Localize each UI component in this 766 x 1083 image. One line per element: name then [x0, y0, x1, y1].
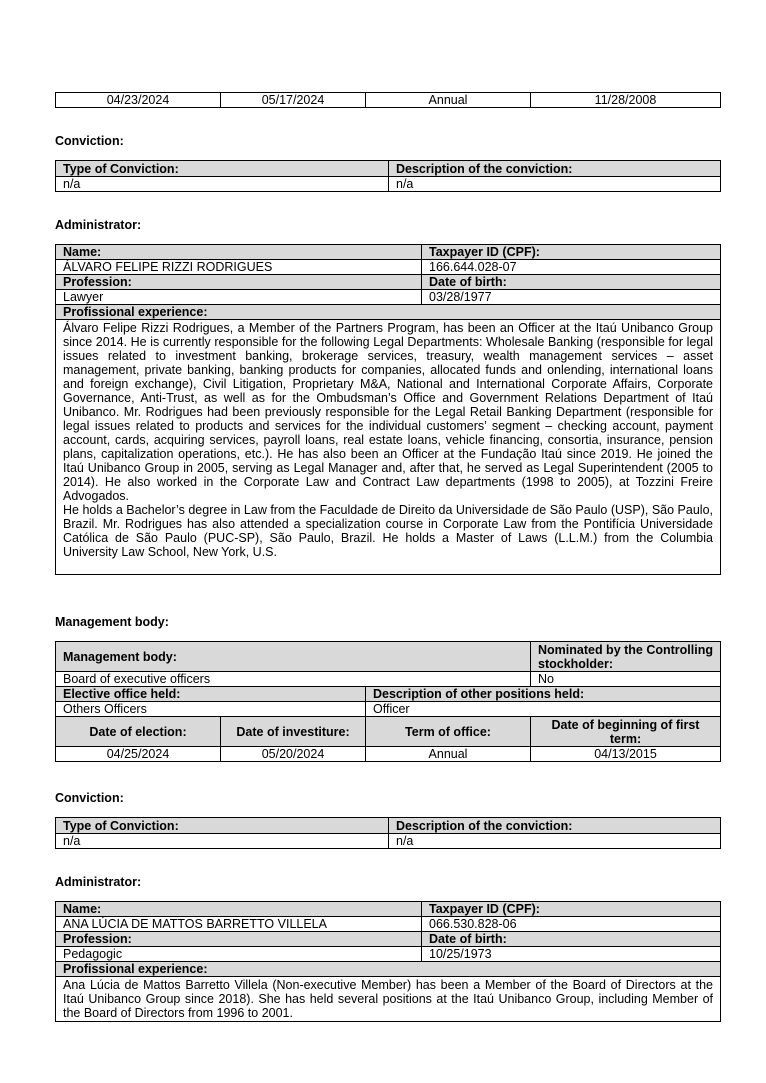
conviction-heading: Conviction:	[55, 134, 124, 148]
nominated-label: Nominated by the Controlling stockholder:	[531, 642, 721, 672]
conviction-table	[55, 160, 721, 192]
term-dates-table	[55, 92, 721, 108]
education-paragraph: He holds a Bachelor’s degree in Law from the Faculdade de Direito da Universidade de São Paulo (USP), São Paulo, Brazil. Mr. Rodrigues has also attended a specialization course in Corporate Law from the Pontifícia Universidade Católica de São Paulo (PUC-SP), São Paulo, Brazil. He holds a Master of Laws (L.L.M.) from the Columbia University Law School, New York, U.S.	[63, 503, 713, 559]
experience-label: Profissional experience:	[56, 962, 721, 977]
administrator-table	[55, 901, 721, 1022]
dob-label: Date of birth:	[422, 932, 721, 947]
conviction-desc-value: n/a	[389, 177, 721, 192]
dob-value: 10/25/1973	[422, 947, 721, 962]
election-date-cell: 04/23/2024	[56, 93, 221, 108]
administrator-table	[55, 244, 721, 575]
management-body-heading: Management body:	[55, 615, 169, 629]
administrator-heading: Administrator:	[55, 218, 142, 232]
management-body-label: Management body:	[56, 642, 531, 672]
experience-paragraph: Álvaro Felipe Rizzi Rodrigues, a Member of the Partners Program, has been an Officer at the Itaú Unibanco Group since 2014. He is currently responsible for the following Legal Departments: Wholesale Banking (responsible for legal issues related to investment banking, brokerage services, treasury, wealth management services – asset management, private banking, banking products for companies, allocated funds and onlending, international loans and foreign exchange), Civil Litigation, Proprietary M&A, National and International Corporate Affairs, Corporate Governance, Anti-Trust, as well as for the Ombudsman’s Office and Government Relations Department of Itaú Unibanco. Mr. Rodrigues had been previously responsible for the Legal Retail Banking Department (responsible for legal issues related to products and services for the individual customers’ segment – checking account, payment account, cards, acquiring services, payroll loans, real estate loans, vehicle financing, consortia, insurance, pension plans, capitalization operations, etc.). He has also been an Officer at the Fundação Itaú since 2019. He joined the Itaú Unibanco Group in 2005, serving as Legal Manager and, after that, he served as Legal Superintendent (2005 to 2014). He also worked in the Corporate Law and Contract Law departments (1998 to 2005), at Tozzini Freire Advogados.	[63, 321, 713, 503]
term-cell: Annual	[366, 93, 531, 108]
experience-text	[56, 977, 721, 1022]
name-value: ÁLVARO FELIPE RIZZI RODRIGUES	[56, 260, 422, 275]
cpf-value: 166.644.028-07	[422, 260, 721, 275]
conviction-heading: Conviction:	[55, 791, 124, 805]
other-positions-value: Officer	[366, 702, 721, 717]
dob-value: 03/28/1977	[422, 290, 721, 305]
cpf-value: 066.530.828-06	[422, 917, 721, 932]
nominated-value: No	[531, 672, 721, 687]
management-body-value: Board of executive officers	[56, 672, 531, 687]
election-date-label: Date of election:	[56, 717, 221, 747]
term-label: Term of office:	[366, 717, 531, 747]
conviction-table	[55, 817, 721, 849]
experience-paragraph: Ana Lúcia de Mattos Barretto Villela (Non-executive Member) has been a Member of the Board of Directors at the Itaú Unibanco Group since 2018). She has held several positions at the Itaú Unibanco Group, including Member of the Board of Directors from 1996 to 2001.	[63, 978, 713, 1020]
experience-text	[56, 320, 721, 575]
first-term-value: 04/13/2015	[531, 747, 721, 762]
cpf-label: Taxpayer ID (CPF):	[422, 902, 721, 917]
conviction-desc-label: Description of the conviction:	[389, 818, 721, 834]
profession-value: Pedagogic	[56, 947, 422, 962]
administrator-heading: Administrator:	[55, 875, 142, 889]
conviction-type-value: n/a	[56, 834, 389, 849]
first-term-label: Date of beginning of first term:	[531, 717, 721, 747]
dob-label: Date of birth:	[422, 275, 721, 290]
name-label: Name:	[56, 902, 422, 917]
conviction-type-value: n/a	[56, 177, 389, 192]
conviction-desc-label: Description of the conviction:	[389, 161, 721, 177]
profession-label: Profession:	[56, 275, 422, 290]
election-date-value: 04/25/2024	[56, 747, 221, 762]
management-body-table	[55, 641, 721, 762]
conviction-desc-value: n/a	[389, 834, 721, 849]
profession-value: Lawyer	[56, 290, 422, 305]
elective-office-value: Others Officers	[56, 702, 366, 717]
conviction-type-label: Type of Conviction:	[56, 818, 389, 834]
name-label: Name:	[56, 245, 422, 260]
name-value: ANA LÚCIA DE MATTOS BARRETTO VILLELA	[56, 917, 422, 932]
conviction-type-label: Type of Conviction:	[56, 161, 389, 177]
first-term-date-cell: 11/28/2008	[531, 93, 721, 108]
cpf-label: Taxpayer ID (CPF):	[422, 245, 721, 260]
investiture-date-cell: 05/17/2024	[221, 93, 366, 108]
investiture-date-label: Date of investiture:	[221, 717, 366, 747]
other-positions-label: Description of other positions held:	[366, 687, 721, 702]
profession-label: Profession:	[56, 932, 422, 947]
elective-office-label: Elective office held:	[56, 687, 366, 702]
term-value: Annual	[366, 747, 531, 762]
investiture-date-value: 05/20/2024	[221, 747, 366, 762]
experience-label: Profissional experience:	[56, 305, 721, 320]
